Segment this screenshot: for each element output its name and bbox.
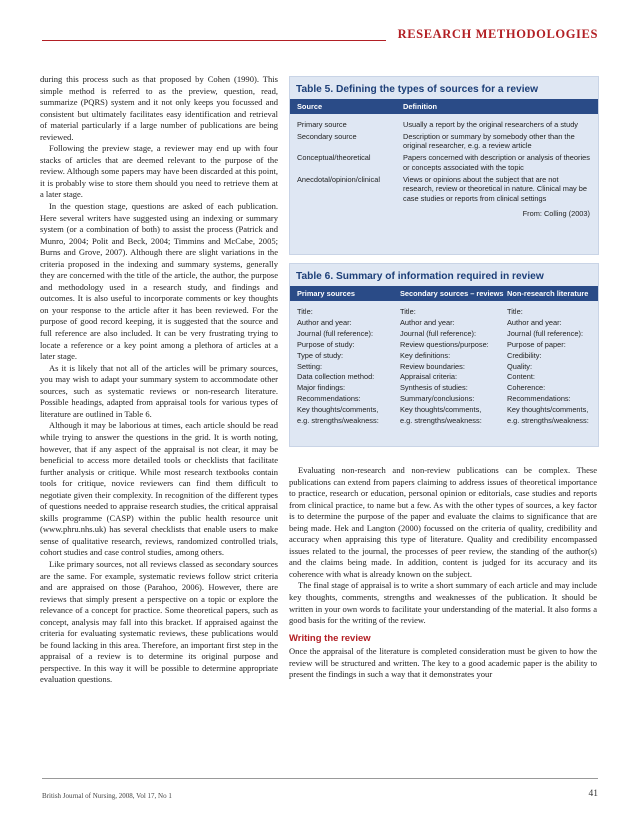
table-cell: Secondary source <box>297 131 357 141</box>
body-paragraph: In the question stage, questions are asked of each publication. Here several writers have suggested using an indexing or summary system (or a combination of both) to assist the process (Patrick and Munro, 2004; Polit and Beck, 2004; Timmins and McCabe, 2005; Burns and Grove, 2007). Although there are slight variations in the criteria proposed in the indexing and summary systems, generally they are concerned with the title of the article, the author, the purpose and methodology used in a research study, and findings and outcomes. It is also useful to incorporate comments or key thoughts on your response to the article after it has been reviewed. For the purpose of good record keeping, it is suggested that the source and full reference are also included. It can be very frustrating trying to locate a reference or a key point among a plethora of articles at a later stage. <box>40 201 278 362</box>
table-cell: Type of study: <box>297 350 344 360</box>
table-cell: Key thoughts/comments, <box>507 405 589 415</box>
table-cell: Views or opinions about the subject that are not research, review or theoretical in nature. Clinical may be case studies or reports from clinical settings <box>403 174 588 203</box>
right-column <box>289 465 597 681</box>
table-cell: Journal (full reference): <box>297 328 373 338</box>
section-title: RESEARCH METHODOLOGIES <box>397 27 598 41</box>
body-paragraph: As it is likely that not all of the articles will be primary sources, you may wish to adapt your summary system to accommodate other sources, such as systematic reviews or non-research literature. Possible headings, adapted from appraisal tools for various types of literature are outlined in Table 6. <box>40 362 278 419</box>
table-cell: Credibility: <box>507 350 542 360</box>
table-cell: Setting: <box>297 361 323 371</box>
table-cell: Recommendations: <box>297 394 361 404</box>
left-column <box>40 74 278 686</box>
table-header-cell: Definition <box>403 102 438 111</box>
table-cell: Key thoughts/comments, <box>400 405 482 415</box>
body-paragraph: Evaluating non-research and non-review publications can be complex. These publications can extend from papers claiming to address issues of theoretical importance to practice, research or education, personal opinion or editorials, case studies and reports from clinical practice, to name but a few. As with the other types of sources, a key factor is to determine the purpose of the paper and evaluate the claims to significance that are being made. Hek and Langton (2000) focussed on the criteria of quality, credibility and accuracy when appraising this type of literature. Quality and credibility encompassed issues related to the journal, the processes of peer review, the standing of the author(s) and the claims being made. In addition, content is judged for its accuracy and its coherence with what is already known on the subject. <box>289 465 597 579</box>
table-cell: Major findings: <box>297 383 346 393</box>
table-cell: Appraisal criteria: <box>400 372 458 382</box>
table-cell: Anecdotal/opinion/clinical <box>297 174 380 184</box>
table-column-secondary <box>400 307 507 427</box>
table-header-cell: Non-research literature <box>507 289 589 298</box>
table-cell: Quality: <box>507 361 533 371</box>
table-cell: Synthesis of studies: <box>400 383 468 393</box>
body-paragraph: Once the appraisal of the literature is completed consideration must be given to how the review will be structured and written. The key to a good academic paper is the ability to present the findings in such a way that it demonstrates your <box>289 646 597 680</box>
body-paragraph: Although it may be laborious at times, each article should be read while trying to answer the questions in the grid. It is worth noting, however, that if any aspect of the appraisal is not clear, it may be beneficial to access more detailed tools or checklists that facilitate further analysis or critique. While most research textbooks contain tools for critique, novice reviewers can find them difficult to negotiate given their complexity. In recognition of the different types of questions needed to appraise research studies, the critical appraisal skills programme (CASP) within the public health resource unit (www.phru.nhs.uk) has several checklists that enable users to make sense of qualitative research, reviews, randomized controlled trials, cohort studies and case control studies, among others. <box>40 420 278 558</box>
table-cell: Primary source <box>297 120 347 129</box>
body-paragraph: during this process such as that proposed by Cohen (1990). This simple method is referred to as the preview, question, read, summarize (PQRS) system and it not only keeps you focussed and consistent but ultimately facilitates easy identification and retrieval of material particularly if a large number of publications are being reviewed. <box>40 74 278 142</box>
table-cell: Data collection method: <box>297 372 375 382</box>
table-row <box>290 175 598 204</box>
footer-rule <box>42 778 598 779</box>
table-cell: Journal (full reference): <box>400 328 476 338</box>
table-row <box>290 132 598 151</box>
table-5-title: Table 5. Defining the types of sources for a review <box>296 84 539 95</box>
body-paragraph: Like primary sources, not all reviews classed as secondary sources are the same. For example, systematic reviews follow strict criteria and are appraised on those (Parahoo, 2006). However, there are reviews that simply present a perspective on a topic or explore the relevance of a concept for practice. Some theoretical papers, such as concept, analysis may fall into this bracket. If appraised against the criteria for evaluating systematic reviews, these publications would be found lacking in this area. Therefore, an important first step in the appraisal of a review is to determine its original purpose and perspective. In this way it will be possible to determine appropriate evaluation questions. <box>40 558 278 685</box>
table-cell: Title: <box>400 307 416 316</box>
body-paragraph: The final stage of appraisal is to write a short summary of each article and may include key thoughts, comments, strengths and weaknesses of the publication. It should be written in your own words to facilitate your understanding of the material. It also forms a good basis for the writing of the review. <box>289 580 597 626</box>
table-cell: Journal (full reference): <box>507 328 583 338</box>
table-row <box>290 153 598 172</box>
table-cell: e.g. strengths/weakness: <box>507 416 589 426</box>
table-cell: Recommendations: <box>507 394 571 404</box>
table-cell: Description or summary by somebody other than the original researcher, e.g. a review article <box>403 131 575 151</box>
table-cell: Conceptual/theoretical <box>297 153 371 163</box>
table-column-nonresearch <box>507 307 589 427</box>
table-cell: Purpose of study: <box>297 339 355 349</box>
table-cell: Title: <box>507 307 523 316</box>
table-6-header <box>290 286 598 301</box>
table-cell: Review boundaries: <box>400 361 465 371</box>
table-5 <box>289 76 599 255</box>
table-cell: Author and year: <box>297 317 352 327</box>
subheading: Writing the review <box>289 632 371 644</box>
table-6-title: Table 6. Summary of information required in review <box>296 271 544 282</box>
table-cell: Key definitions: <box>400 350 451 360</box>
table-header-cell: Secondary sources – reviews <box>400 289 504 298</box>
table-5-header <box>290 99 598 114</box>
table-cell: Author and year: <box>507 317 562 327</box>
table-cell: Review questions/purpose: <box>400 339 489 349</box>
table-column-primary <box>297 307 400 427</box>
table-cell: Coherence: <box>507 383 546 393</box>
table-6 <box>289 263 599 447</box>
table-cell: Papers concerned with description or analysis of theories or concepts associated with the topic <box>403 153 590 172</box>
page-number: 41 <box>588 789 598 799</box>
table-cell: Purpose of paper: <box>507 339 566 349</box>
table-cell: Title: <box>297 307 313 316</box>
table-cell: Usually a report by the original researchers of a study <box>403 120 578 129</box>
header-rule <box>42 40 386 41</box>
table-header-cell: Source <box>297 102 323 111</box>
table-header-cell: Primary sources <box>297 289 355 298</box>
table-cell: e.g. strengths/weakness: <box>400 416 482 426</box>
table-cell: Summary/conclusions: <box>400 394 475 404</box>
table-cell: Key thoughts/comments, <box>297 405 379 415</box>
table-cell: Author and year: <box>400 317 455 327</box>
table-row <box>290 120 598 130</box>
table-5-source: From: Colling (2003) <box>522 208 590 218</box>
journal-citation: British Journal of Nursing, 2008, Vol 17, No 1 <box>42 792 172 800</box>
table-cell: e.g. strengths/weakness: <box>297 416 379 426</box>
table-cell: Content: <box>507 372 535 382</box>
body-paragraph: Following the preview stage, a reviewer may end up with four stacks of articles that are deemed relevant to the purpose of the review. Although some papers may have been discarded at this point, it is probably wise to store them should you need to retrieve them at a later stage. <box>40 143 278 200</box>
